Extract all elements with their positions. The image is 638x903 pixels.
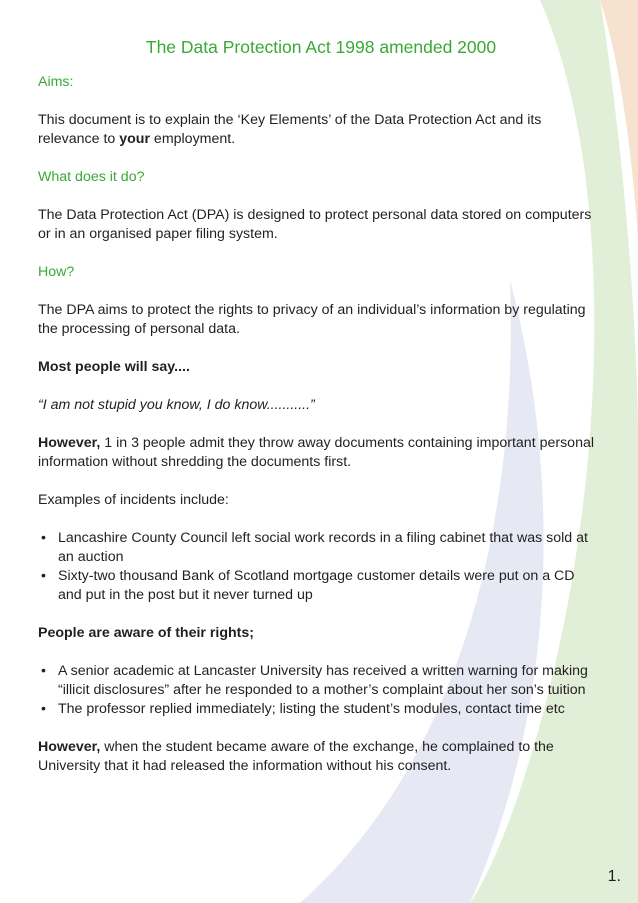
emphasis-your: your	[119, 131, 150, 147]
list-item: • Sixty-two thousand Bank of Scotland mortgage customer details were put on a CD and put in the post but it never turned up	[41, 568, 575, 603]
however-paragraph-2: However, when the student became aware of the exchange, he complained to the University that it had released the information without his consent.	[38, 739, 554, 774]
list-item: • Lancashire County Council left social work records in a filing cabinet that was sold at an auction	[41, 530, 588, 565]
bullet-icon: •	[41, 663, 46, 679]
examples-intro: Examples of incidents include:	[38, 492, 229, 508]
how-heading: How?	[38, 264, 75, 280]
bullet-icon: •	[41, 568, 46, 584]
aims-paragraph: This document is to explain the ‘Key Elements’ of the Data Protection Act and its relevance to your employment.	[38, 112, 542, 147]
however-paragraph-1: However, 1 in 3 people admit they throw away documents containing important personal information without shredding the documents first.	[38, 435, 595, 470]
rights-list	[38, 662, 598, 719]
what-paragraph: The Data Protection Act (DPA) is designed to protect personal data stored on computers or in an organised paper filing system.	[38, 207, 592, 242]
bullet-icon: •	[41, 530, 46, 546]
bullet-icon: •	[41, 701, 46, 717]
most-people-heading: Most people will say....	[38, 359, 190, 375]
list-item: • The professor replied immediately; listing the student’s modules, contact time etc	[41, 701, 565, 717]
what-heading: What does it do?	[38, 169, 145, 185]
rights-heading: People are aware of their rights;	[38, 625, 255, 641]
how-paragraph: The DPA aims to protect the rights to privacy of an individual’s information by regulating the processing of personal data.	[38, 302, 586, 337]
document-body	[38, 36, 598, 795]
list-item: • A senior academic at Lancaster University has received a written warning for making “illicit disclosures” after he responded to a mother’s complaint about her son’s tuition	[41, 663, 588, 698]
document-title: The Data Protection Act 1998 amended 2000	[145, 37, 497, 57]
quote: “I am not stupid you know, I do know...........”	[38, 397, 315, 413]
page-number: 1.	[607, 868, 621, 885]
aims-heading: Aims:	[38, 74, 74, 90]
examples-list	[38, 529, 598, 605]
